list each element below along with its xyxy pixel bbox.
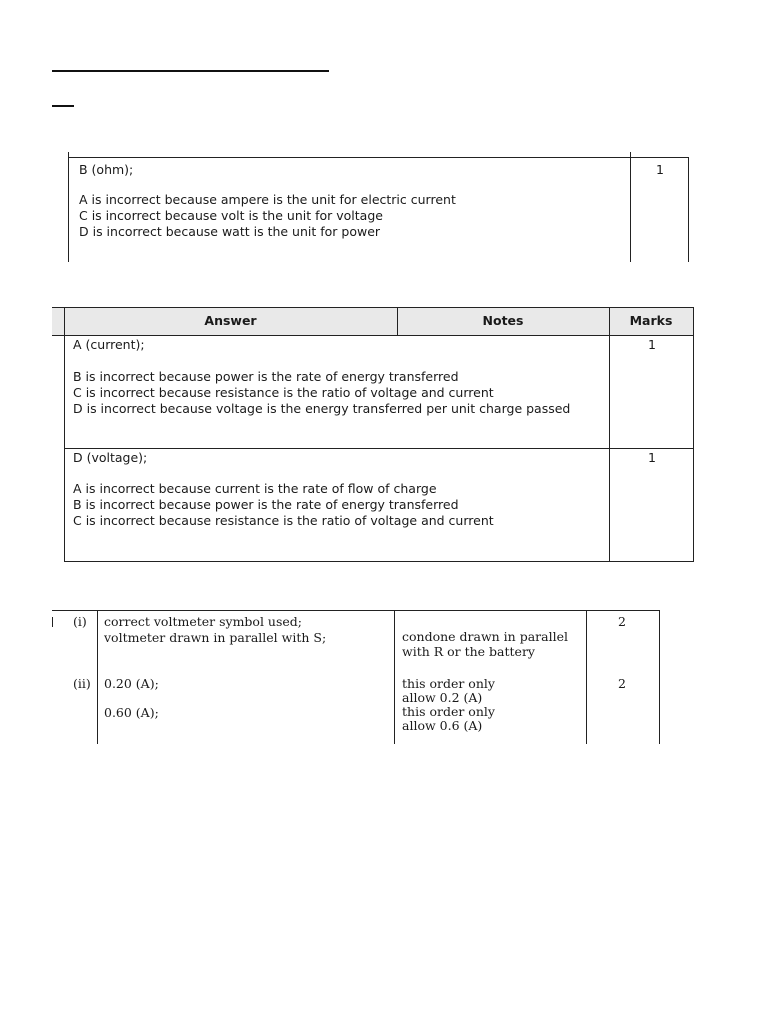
explanation-list — [73, 369, 570, 417]
answer-text: D (voltage); — [73, 450, 148, 465]
marks-value: 2 — [618, 614, 626, 629]
answer-text: A (current); — [73, 337, 145, 352]
notes-lines — [402, 676, 495, 732]
explanation-line: C is incorrect because volt is the unit for voltage — [79, 208, 383, 223]
explanation-line: C is incorrect because resistance is the ratio of voltage and current — [73, 385, 494, 400]
part-label: (ii) — [73, 676, 91, 691]
explanation-list — [73, 481, 494, 529]
explanation-line: D is incorrect because voltage is the energy transferred per unit charge passed — [73, 401, 571, 416]
marks-value: 1 — [648, 450, 656, 465]
answer-line: correct voltmeter symbol used; — [104, 614, 303, 629]
notes-line: this order only — [402, 676, 495, 691]
answer-text: B (ohm); — [79, 162, 134, 177]
notes-line: this order only — [402, 704, 495, 719]
answer-line: voltmeter drawn in parallel with S; — [104, 630, 327, 645]
answer-line: 0.20 (A); — [104, 676, 159, 691]
notes-lines — [402, 629, 568, 659]
notes-line: condone drawn in parallel — [402, 629, 568, 644]
explanation-line: B is incorrect because power is the rate of energy transferred — [73, 369, 459, 384]
marks-value: 2 — [618, 676, 626, 691]
answer-line: 0.60 (A); — [104, 705, 159, 720]
top-rule-short — [52, 105, 74, 107]
explanation-line: C is incorrect because resistance is the ratio of voltage and current — [73, 513, 494, 528]
notes-line: with R or the battery — [402, 644, 535, 659]
explanation-list — [79, 192, 456, 240]
header-notes: Notes — [482, 313, 524, 328]
explanation-line: D is incorrect because watt is the unit for power — [79, 224, 381, 239]
top-rule-long — [52, 70, 329, 72]
part-label: (i) — [73, 614, 87, 629]
header-answer: Answer — [204, 313, 257, 328]
explanation-line: B is incorrect because power is the rate of energy transferred — [73, 497, 459, 512]
notes-line: allow 0.6 (A) — [402, 718, 483, 733]
marks-value: 1 — [648, 337, 656, 352]
header-marks: Marks — [629, 313, 673, 328]
explanation-line: A is incorrect because ampere is the unit for electric current — [79, 192, 456, 207]
explanation-line: A is incorrect because current is the rate of flow of charge — [73, 481, 437, 496]
answer-lines — [104, 614, 326, 646]
notes-line: allow 0.2 (A) — [402, 690, 483, 705]
marks-value: 1 — [656, 162, 664, 177]
